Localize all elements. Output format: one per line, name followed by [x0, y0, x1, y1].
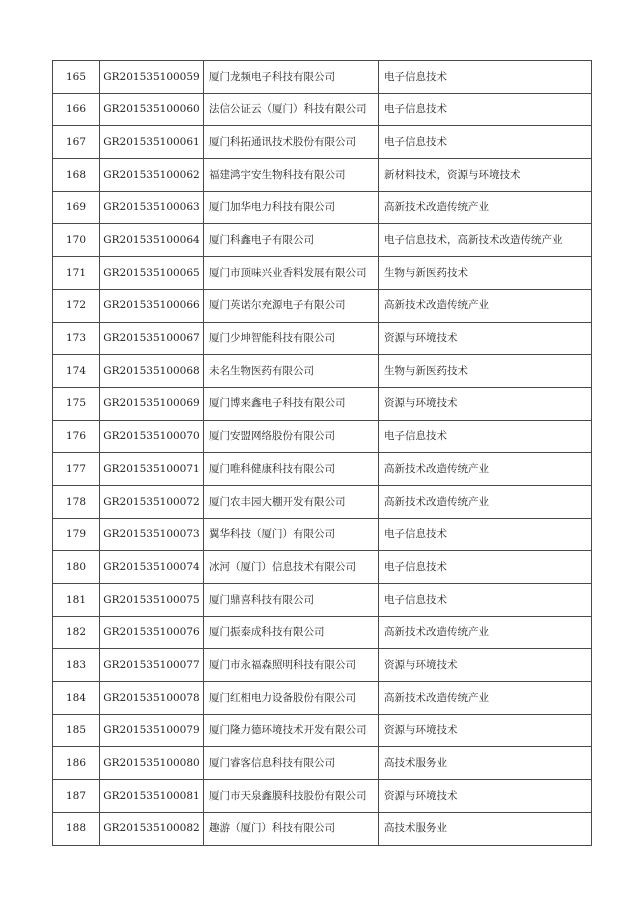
table-row: [53, 584, 592, 617]
technology-field-cell: 生物与新医药技术: [379, 355, 592, 388]
serial-number-cell: 168: [53, 159, 100, 192]
technology-field-cell: 电子信息技术: [379, 518, 592, 551]
table-row: [53, 812, 592, 845]
company-name-cell: 冰河（厦门）信息技术有限公司: [204, 551, 379, 584]
company-name-cell: 未名生物医药有限公司: [204, 355, 379, 388]
serial-number-cell: 166: [53, 93, 100, 126]
certificate-number-cell: GR201535100070: [100, 420, 204, 453]
certificate-number-cell: GR201535100075: [100, 584, 204, 617]
table-row: [53, 616, 592, 649]
company-name-cell: 趣游（厦门）科技有限公司: [204, 812, 379, 845]
certificate-number-cell: GR201535100076: [100, 616, 204, 649]
table-row: [53, 387, 592, 420]
technology-field-cell: 电子信息技术: [379, 126, 592, 159]
table-row: [53, 93, 592, 126]
technology-field-cell: 高新技术改造传统产业: [379, 453, 592, 486]
table-row: [53, 355, 592, 388]
table-row: [53, 191, 592, 224]
technology-field-cell: 生物与新医药技术: [379, 257, 592, 290]
technology-field-cell: 电子信息技术: [379, 61, 592, 94]
table-row: [53, 126, 592, 159]
serial-number-cell: 177: [53, 453, 100, 486]
serial-number-cell: 188: [53, 812, 100, 845]
company-name-cell: 福建鸿宇安生物科技有限公司: [204, 159, 379, 192]
table-row: [53, 780, 592, 813]
certificate-number-cell: GR201535100080: [100, 747, 204, 780]
certificate-number-cell: GR201535100064: [100, 224, 204, 257]
enterprise-list-table: [52, 60, 592, 846]
technology-field-cell: 电子信息技术: [379, 551, 592, 584]
certificate-number-cell: GR201535100065: [100, 257, 204, 290]
serial-number-cell: 170: [53, 224, 100, 257]
technology-field-cell: 资源与环境技术: [379, 649, 592, 682]
table-body: [53, 61, 592, 846]
serial-number-cell: 186: [53, 747, 100, 780]
table-row: [53, 485, 592, 518]
table-row: [53, 420, 592, 453]
certificate-number-cell: GR201535100073: [100, 518, 204, 551]
serial-number-cell: 176: [53, 420, 100, 453]
certificate-number-cell: GR201535100071: [100, 453, 204, 486]
serial-number-cell: 178: [53, 485, 100, 518]
technology-field-cell: 高新技术改造传统产业: [379, 191, 592, 224]
company-name-cell: 厦门睿客信息科技有限公司: [204, 747, 379, 780]
serial-number-cell: 183: [53, 649, 100, 682]
table-row: [53, 159, 592, 192]
company-name-cell: 厦门市顶味兴业香料发展有限公司: [204, 257, 379, 290]
table-row: [53, 682, 592, 715]
certificate-number-cell: GR201535100069: [100, 387, 204, 420]
certificate-number-cell: GR201535100082: [100, 812, 204, 845]
table-row: [53, 61, 592, 94]
company-name-cell: 厦门加华电力科技有限公司: [204, 191, 379, 224]
certificate-number-cell: GR201535100059: [100, 61, 204, 94]
technology-field-cell: 电子信息技术: [379, 93, 592, 126]
certificate-number-cell: GR201535100081: [100, 780, 204, 813]
company-name-cell: 厦门科拓通讯技术股份有限公司: [204, 126, 379, 159]
company-name-cell: 厦门科鑫电子有限公司: [204, 224, 379, 257]
technology-field-cell: 高新技术改造传统产业: [379, 485, 592, 518]
table-row: [53, 257, 592, 290]
company-name-cell: 厦门少坤智能科技有限公司: [204, 322, 379, 355]
certificate-number-cell: GR201535100061: [100, 126, 204, 159]
certificate-number-cell: GR201535100072: [100, 485, 204, 518]
company-name-cell: 法信公证云（厦门）科技有限公司: [204, 93, 379, 126]
company-name-cell: 厦门振泰成科技有限公司: [204, 616, 379, 649]
technology-field-cell: 资源与环境技术: [379, 780, 592, 813]
table-row: [53, 649, 592, 682]
technology-field-cell: 高技术服务业: [379, 812, 592, 845]
technology-field-cell: 资源与环境技术: [379, 387, 592, 420]
technology-field-cell: 新材料技术，资源与环境技术: [379, 159, 592, 192]
serial-number-cell: 171: [53, 257, 100, 290]
company-name-cell: 厦门红相电力设备股份有限公司: [204, 682, 379, 715]
company-name-cell: 翼华科技（厦门）有限公司: [204, 518, 379, 551]
company-name-cell: 厦门市永福森照明科技有限公司: [204, 649, 379, 682]
certificate-number-cell: GR201535100062: [100, 159, 204, 192]
table-row: [53, 453, 592, 486]
certificate-number-cell: GR201535100079: [100, 714, 204, 747]
serial-number-cell: 175: [53, 387, 100, 420]
company-name-cell: 厦门安盟网络股份有限公司: [204, 420, 379, 453]
company-name-cell: 厦门博来鑫电子科技有限公司: [204, 387, 379, 420]
technology-field-cell: 高技术服务业: [379, 747, 592, 780]
certificate-number-cell: GR201535100077: [100, 649, 204, 682]
company-name-cell: 厦门隆力德环境技术开发有限公司: [204, 714, 379, 747]
certificate-number-cell: GR201535100060: [100, 93, 204, 126]
table-row: [53, 551, 592, 584]
serial-number-cell: 165: [53, 61, 100, 94]
serial-number-cell: 185: [53, 714, 100, 747]
certificate-number-cell: GR201535100063: [100, 191, 204, 224]
table-row: [53, 224, 592, 257]
serial-number-cell: 179: [53, 518, 100, 551]
certificate-number-cell: GR201535100066: [100, 289, 204, 322]
serial-number-cell: 184: [53, 682, 100, 715]
serial-number-cell: 182: [53, 616, 100, 649]
serial-number-cell: 169: [53, 191, 100, 224]
company-name-cell: 厦门龙频电子科技有限公司: [204, 61, 379, 94]
technology-field-cell: 电子信息技术: [379, 420, 592, 453]
technology-field-cell: 电子信息技术，高新技术改造传统产业: [379, 224, 592, 257]
technology-field-cell: 电子信息技术: [379, 584, 592, 617]
certificate-number-cell: GR201535100067: [100, 322, 204, 355]
certificate-number-cell: GR201535100078: [100, 682, 204, 715]
certificate-number-cell: GR201535100074: [100, 551, 204, 584]
table-row: [53, 322, 592, 355]
serial-number-cell: 187: [53, 780, 100, 813]
serial-number-cell: 180: [53, 551, 100, 584]
serial-number-cell: 174: [53, 355, 100, 388]
serial-number-cell: 172: [53, 289, 100, 322]
table-row: [53, 518, 592, 551]
company-name-cell: 厦门英诺尔充源电子有限公司: [204, 289, 379, 322]
table-row: [53, 289, 592, 322]
table-row: [53, 714, 592, 747]
technology-field-cell: 高新技术改造传统产业: [379, 289, 592, 322]
table-row: [53, 747, 592, 780]
serial-number-cell: 181: [53, 584, 100, 617]
technology-field-cell: 高新技术改造传统产业: [379, 682, 592, 715]
company-name-cell: 厦门唯科健康科技有限公司: [204, 453, 379, 486]
company-name-cell: 厦门鼎喜科技有限公司: [204, 584, 379, 617]
technology-field-cell: 资源与环境技术: [379, 714, 592, 747]
company-name-cell: 厦门市天泉鑫膜科技股份有限公司: [204, 780, 379, 813]
technology-field-cell: 资源与环境技术: [379, 322, 592, 355]
serial-number-cell: 173: [53, 322, 100, 355]
company-name-cell: 厦门农丰园大棚开发有限公司: [204, 485, 379, 518]
certificate-number-cell: GR201535100068: [100, 355, 204, 388]
serial-number-cell: 167: [53, 126, 100, 159]
technology-field-cell: 高新技术改造传统产业: [379, 616, 592, 649]
